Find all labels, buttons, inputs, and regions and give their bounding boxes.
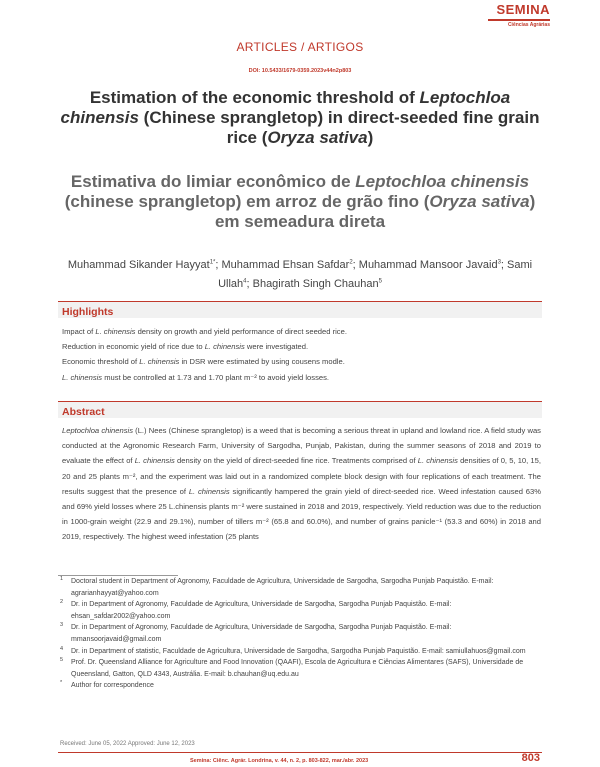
footer-divider: [58, 752, 542, 753]
title-pt-part: ) em semeadura direta: [214, 192, 536, 231]
author-separator: ;: [352, 258, 359, 271]
footnote-number: 5: [60, 657, 64, 664]
author-separator: ;: [215, 258, 222, 271]
abstract-text: density on the yield of direct-seeded fine rice. Treatments comprised of: [174, 456, 418, 466]
section-header: ARTICLES / ARTIGOS: [236, 40, 364, 54]
footnote: [60, 622, 542, 645]
author-name: Muhammad Sikander Hayyat: [67, 258, 210, 271]
author-affiliation-mark: 1*: [209, 259, 216, 265]
highlight-scientific-name: L. chinensis: [139, 357, 180, 367]
footnote-text: Doctoral student in Department of Agronomy, Faculdade de Agricultura, Universidade de Sargodha, Sargodha Punjab Paquistão. E-mail: agrarianhayyat@yahoo.com: [71, 578, 494, 597]
footnotes: [60, 576, 542, 692]
journal-citation: Semina: Ciênc. Agrár. Londrina, v. 44, n. 2, p. 803-822, mar./abr. 2023: [190, 758, 369, 764]
highlight-item: [62, 370, 542, 385]
footnote: [60, 657, 542, 680]
abstract-scientific-name: L. chinensis: [134, 456, 175, 466]
author-affiliation-mark: 4: [243, 278, 247, 285]
highlight-text: in DSR were estimated by using cousens modle.: [179, 357, 345, 367]
footnote-number: 4: [60, 645, 64, 652]
footnote-text: Author for correspondence: [71, 682, 154, 690]
title-pt-part: Estimativa do limiar econômico de: [70, 172, 356, 191]
footnote: [60, 599, 542, 622]
footnote-text: Dr. in Department of Agronomy, Faculdade de Agricultura, Universidade de Sargodha, Sargodha Punjab Paquistão. E-mail: ehsan_safdar2002@yahoo.com: [71, 601, 452, 620]
footnote-number: 2: [60, 599, 64, 606]
abstract-scientific-name: Leptochloa chinensis: [62, 426, 133, 435]
abstract-body: [62, 423, 541, 545]
title-en-scientific-name: Leptochloa chinensis: [60, 88, 511, 127]
footnote: [60, 680, 542, 692]
author: [253, 278, 382, 290]
author-affiliation-mark: 3: [497, 259, 501, 265]
highlight-item: [62, 354, 542, 369]
highlight-text: Economic threshold of: [62, 357, 140, 367]
author-separator: ;: [500, 258, 508, 271]
abstract-header: [58, 401, 542, 418]
author-name: Sami Ullah: [218, 258, 533, 291]
highlight-text: must be controlled at 1.73 and 1.70 plant m⁻² to avoid yield losses.: [102, 372, 329, 382]
highlight-scientific-name: L. chinensis: [204, 342, 245, 352]
highlight-scientific-name: L. chinensis: [95, 327, 136, 336]
footnote-number: 3: [60, 622, 64, 629]
journal-logo: [488, 2, 550, 28]
author: [359, 259, 507, 271]
author-name: Muhammad Mansoor Javaid: [358, 258, 498, 271]
author: [222, 259, 359, 271]
abstract-text: densities of 0, 5, 10, 15, 20 and 25 plants m⁻², and the experiment was laid out in a randomized complete block design with four replications of each treatment. The results suggest that the presence of: [62, 456, 541, 496]
doi-link[interactable]: DOI: 10.5433/1679-0359.2023v44n2p803: [248, 68, 352, 74]
page-number: 803: [521, 752, 540, 764]
highlight-text: were investigated.: [244, 342, 309, 352]
title-en-part: (Chinese sprangletop) in direct-seeded fine grain rice (: [138, 108, 540, 147]
title-english: [60, 88, 540, 148]
author-name: Bhagirath Singh Chauhan: [252, 278, 379, 291]
highlight-text: Impact of: [62, 327, 96, 336]
title-pt-scientific-name: Oryza sativa: [429, 192, 530, 211]
highlight-text: Reduction in economic yield of rice due to: [62, 342, 205, 352]
author-separator: ;: [246, 278, 253, 291]
title-portuguese: [55, 172, 545, 232]
footnote: [60, 646, 542, 658]
highlight-scientific-name: L. chinensis: [62, 372, 103, 382]
author-name: Muhammad Ehsan Safdar: [221, 258, 350, 271]
highlight-text: density on growth and yield performance of direct seeded rice.: [135, 327, 347, 336]
author: [68, 259, 222, 271]
title-pt-part: (chinese sprangletop) em arroz de grão fino (: [64, 192, 430, 211]
title-en-part: ): [367, 128, 374, 147]
title-en-part: Estimation of the economic threshold of: [89, 88, 420, 107]
footnote-text: Prof. Dr. Queensland Alliance for Agriculture and Food Innovation (QAAFI), Escola de Agricultura e Ciências Alimentares (SAFS), Universidade de Queensland, Gatton, QLD 4343, Austrália. E-mail: b.chauhan@uq.edu.au: [71, 659, 524, 678]
author-affiliation-mark: 5: [378, 278, 382, 285]
footnote-number: *: [60, 680, 63, 687]
highlight-item: [62, 339, 542, 354]
highlight-item: [62, 324, 542, 339]
logo-divider: [488, 19, 550, 21]
author-affiliation-mark: 2: [349, 259, 353, 265]
abstract-scientific-name: L. chinensis: [417, 456, 458, 466]
footnote-number: 1: [60, 576, 64, 582]
abstract-heading: Abstract: [62, 406, 105, 418]
logo-subtitle: Ciências Agrárias: [507, 22, 550, 28]
highlights-header: [58, 301, 542, 318]
abstract-text: significantly hampered the grain yield of direct-seeded rice. Weed infestation caused 63% and 69% yield losses where 25 L.chinensis plants m⁻² were sustained in 2018 and 2019, respectively. Yield reduction was due to the reduction in 1000-grain weight (22.9 and 29.1%), number of tillers m⁻² (65.8 and 60.0%), and number of grains panicle⁻¹ (53.3 and 60%) in 2018 and 2019, respectively. The highest weed infestation (25 plants: [62, 486, 541, 542]
title-pt-scientific-name: Leptochloa chinensis: [355, 172, 530, 191]
footnote-text: Dr. in Department of Agronomy, Faculdade de Agricultura, Universidade de Sargodha, Sargodha Punjab Paquistão. E-mail: mmansoorjavaid@gmail.com: [71, 624, 452, 643]
footnote-text: Dr. in Department of statistic, Faculdade de Agricultura, Universidade de Sargodha, Sargodha Punjab Paquistão. E-mail: samiullahuos@gmail.com: [71, 647, 526, 655]
title-en-scientific-name: Oryza sativa: [267, 128, 368, 147]
abstract-text: (L.) Nees (Chinese sprangletop) is a weed that is becoming a serious threat in upland and lowland rice. A field study was conducted at the Agronomic Research Farm, University of Sargodha, Punjab, Pakistan, during the summer seasons of 2018 and 2019 to evaluate the effect of: [62, 426, 541, 466]
footnote: [60, 576, 542, 599]
highlights-list: [62, 324, 542, 385]
author-list: [60, 254, 540, 293]
received-approved-dates: Received: June 05, 2022 Approved: June 12, 2023: [60, 741, 195, 747]
highlights-heading: Highlights: [62, 306, 114, 318]
abstract-scientific-name: L. chinensis: [188, 486, 230, 496]
logo-name: SEMINA: [496, 2, 550, 17]
